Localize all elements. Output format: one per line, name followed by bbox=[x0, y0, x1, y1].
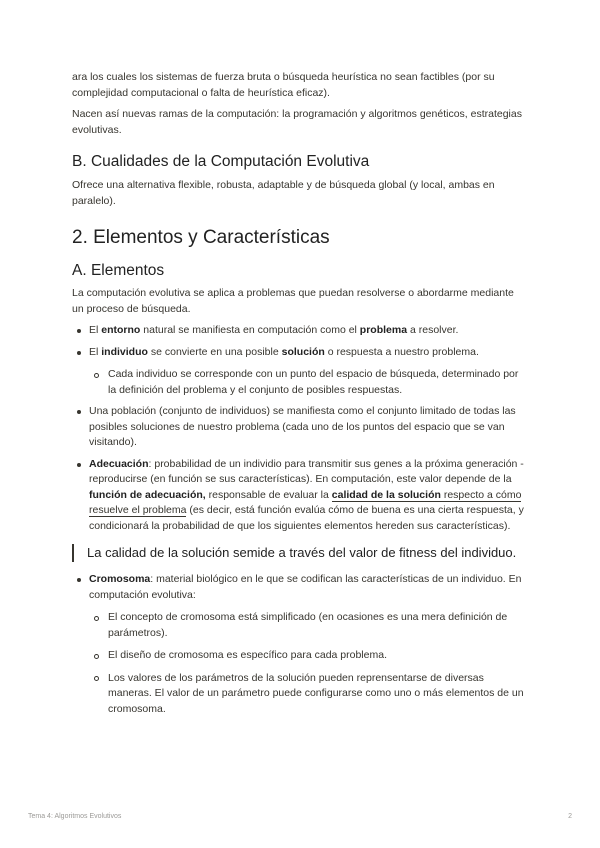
list-item-cromosoma bbox=[72, 572, 524, 717]
text: : probabilidad de un individio para transmitir sus genes a la próxima generación - reproducirse (en función se sus características). En computación, este valor depende de la bbox=[89, 457, 524, 485]
list-item-poblacion: Una población (conjunto de individuos) se manifiesta como el conjunto limitado de todas las posibles soluciones de nuestro problema (cada uno de los puntos del espacio que se van visitando). bbox=[72, 404, 524, 451]
bold-text: Cromosoma bbox=[89, 573, 151, 585]
section-b-text: Ofrece una alternativa flexible, robusta, adaptable y de búsqueda global (y local, ambas en paralelo). bbox=[72, 179, 495, 207]
list-item-adecuacion bbox=[72, 457, 524, 535]
text: se convierte en una posible bbox=[147, 345, 282, 358]
section-b-heading: B. Cualidades de la Computación Evolutiva bbox=[72, 153, 370, 170]
bold-text: Adecuación bbox=[89, 457, 149, 470]
text: a resolver. bbox=[407, 324, 459, 336]
bold-text: función de adecuación, bbox=[89, 488, 206, 501]
list-item-entorno bbox=[72, 323, 524, 339]
text: : material biológico en le que se codifican las características de un individuo. En computación evolutiva: bbox=[89, 573, 522, 601]
section-a-heading: A. Elementos bbox=[72, 262, 165, 279]
section-a-intro: La computación evolutiva se aplica a problemas que puedan resolverse o abordarme mediante un proceso de búsqueda. bbox=[72, 287, 514, 315]
text: natural se manifiesta en computación como el bbox=[140, 324, 360, 336]
cromosoma-list bbox=[72, 572, 524, 717]
bold-text: solución bbox=[281, 345, 325, 358]
quote-block: La calidad de la solución semide a través del valor de fitness del individuo. bbox=[72, 544, 524, 562]
bold-text: problema bbox=[359, 324, 408, 336]
page-content bbox=[72, 70, 524, 717]
page-number: 2 bbox=[568, 813, 572, 820]
text: responsable de evaluar la bbox=[205, 488, 332, 501]
sub-list-item: El diseño de cromosoma es específico para cada problema. bbox=[89, 648, 524, 664]
text: El bbox=[89, 345, 102, 358]
bold-text: individuo bbox=[101, 345, 148, 358]
section-2-heading: 2. Elementos y Características bbox=[72, 227, 330, 248]
sub-list-item: El concepto de cromosoma está simplificado (en ocasiones es una mera definición de parámetros). bbox=[89, 610, 524, 641]
elements-list bbox=[72, 323, 524, 534]
text: El bbox=[89, 324, 102, 336]
intro-paragraph-2: Nacen así nuevas ramas de la computación: la programación y algoritmos genéticos, estrategias evolutivas. bbox=[72, 108, 522, 136]
list-item-individuo bbox=[72, 345, 524, 399]
bold-text: entorno bbox=[101, 324, 141, 336]
page-footer bbox=[28, 813, 572, 820]
sub-list-item: Cada individuo se corresponde con un punto del espacio de búsqueda, determinado por la definición del problema y el conjunto de posibles respuestas. bbox=[89, 367, 524, 398]
footer-title: Tema 4: Algoritmos Evolutivos bbox=[28, 813, 122, 820]
text: o respuesta a nuestro problema. bbox=[324, 345, 479, 358]
sub-list-item: Los valores de los parámetros de la solución pueden reprensentarse de diversas maneras. El valor de un parámetro puede configurarse como uno o más elementos de un cromosoma. bbox=[89, 671, 524, 718]
text: (es decir, está función evalúa cómo de buena es una cierta respuesta, y condicionará la probabilidad de que los siguientes elementos hereden sus características). bbox=[89, 504, 524, 532]
bold-text: calidad de la solución bbox=[331, 488, 441, 501]
text: respecto a cómo resuelve el problema bbox=[89, 488, 522, 516]
intro-paragraph-1: ara los cuales los sistemas de fuerza bruta o búsqueda heurística no sean factibles (por su complejidad computacional o falta de heurística eficaz). bbox=[72, 71, 495, 99]
